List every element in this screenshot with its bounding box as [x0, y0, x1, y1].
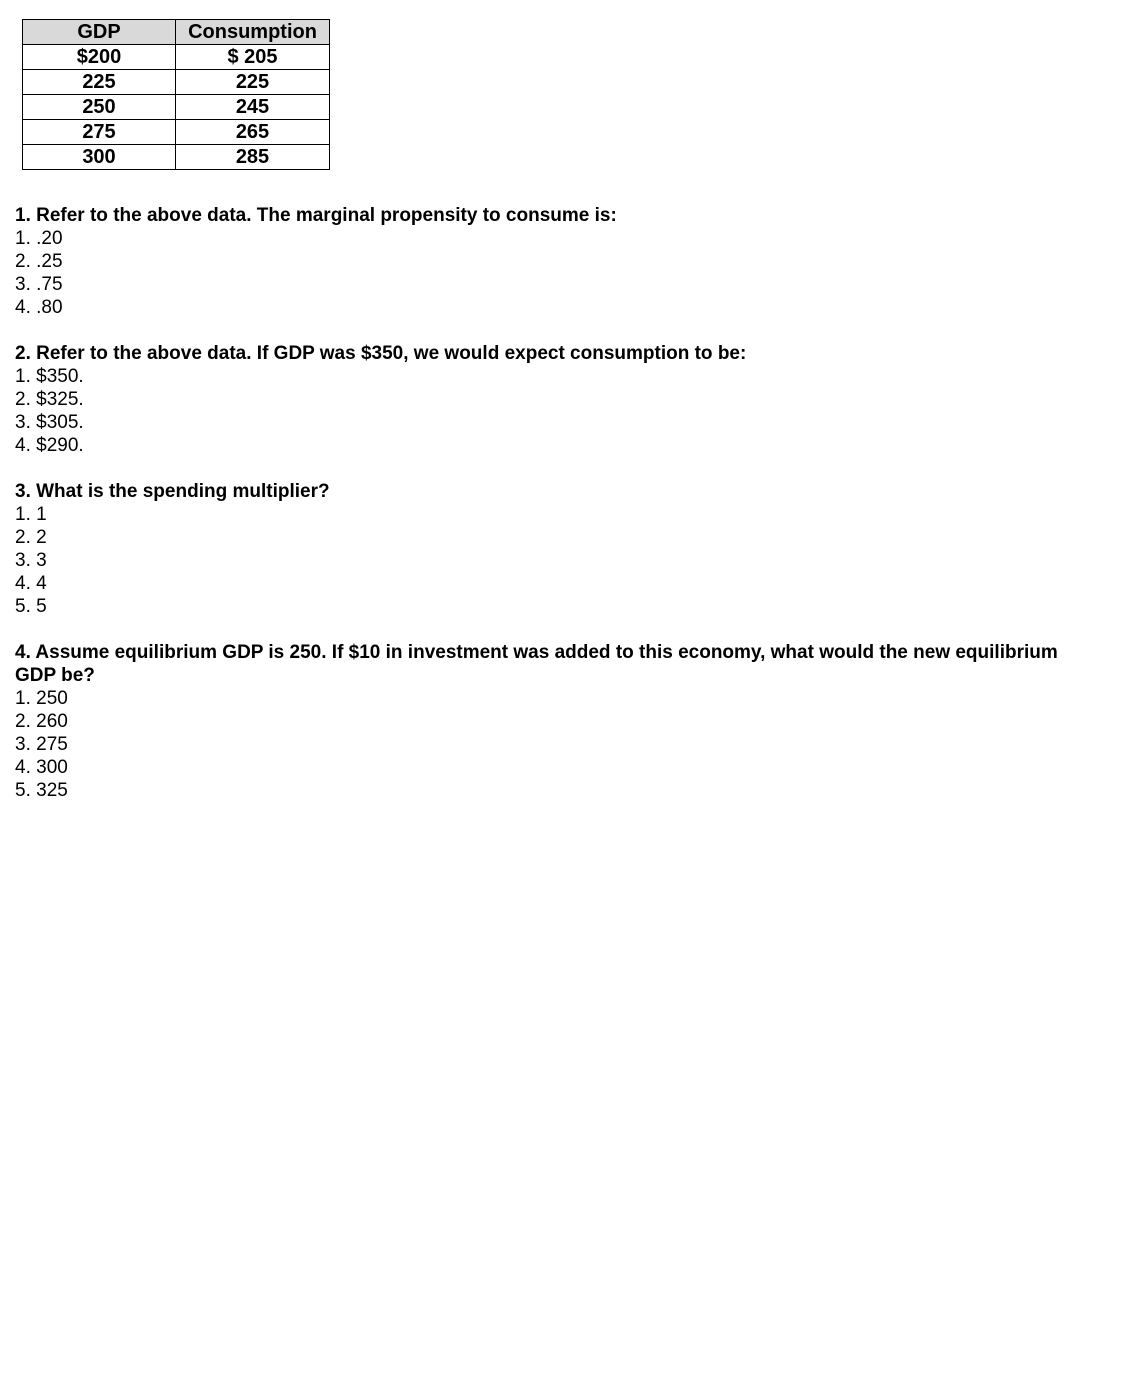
column-header-consumption: Consumption	[176, 20, 330, 45]
question-list	[15, 204, 1095, 825]
table-row	[23, 45, 330, 70]
question-3	[15, 480, 1095, 618]
table-header-row	[23, 20, 330, 45]
table-row	[23, 70, 330, 95]
answer-option: 1. .20	[15, 228, 63, 249]
answer-option: 3. $305.	[15, 412, 84, 433]
table-cell-gdp: 250	[23, 95, 176, 120]
answer-option: 5. 325	[15, 780, 68, 801]
table-row	[23, 145, 330, 170]
table-cell-gdp: $200	[23, 45, 176, 70]
table-cell-gdp: 300	[23, 145, 176, 170]
table-cell-gdp: 275	[23, 120, 176, 145]
answer-option: 4. 4	[15, 573, 47, 594]
answer-option: 2. .25	[15, 251, 63, 272]
answer-option: 1. $350.	[15, 366, 84, 387]
table-cell-consumption: 285	[176, 145, 330, 170]
answer-option: 5. 5	[15, 596, 47, 617]
answer-option: 3. 3	[15, 550, 47, 571]
answer-option: 2. $325.	[15, 389, 84, 410]
question-1	[15, 204, 1095, 319]
question-prompt: 4. Assume equilibrium GDP is 250. If $10 in investment was added to this economy, what would the new equilibrium GDP be?	[15, 642, 1058, 686]
question-prompt: 2. Refer to the above data. If GDP was $350, we would expect consumption to be:	[15, 343, 747, 364]
table-cell-consumption: 225	[176, 70, 330, 95]
answer-option: 3. 275	[15, 734, 68, 755]
table-cell-consumption: $ 205	[176, 45, 330, 70]
answer-option: 2. 260	[15, 711, 68, 732]
table-row	[23, 120, 330, 145]
answer-option: 4. .80	[15, 297, 63, 318]
question-2	[15, 342, 1095, 457]
answer-option: 1. 250	[15, 688, 68, 709]
answer-option: 4. $290.	[15, 435, 84, 456]
answer-option: 2. 2	[15, 527, 47, 548]
answer-option: 1. 1	[15, 504, 47, 525]
answer-option: 3. .75	[15, 274, 63, 295]
table-cell-gdp: 225	[23, 70, 176, 95]
question-prompt: 1. Refer to the above data. The marginal propensity to consume is:	[15, 205, 617, 226]
table-cell-consumption: 265	[176, 120, 330, 145]
answer-option: 4. 300	[15, 757, 68, 778]
column-header-gdp: GDP	[23, 20, 176, 45]
gdp-consumption-table	[22, 19, 330, 170]
question-4	[15, 641, 1095, 802]
table-cell-consumption: 245	[176, 95, 330, 120]
table-row	[23, 95, 330, 120]
question-prompt: 3. What is the spending multiplier?	[15, 481, 330, 502]
